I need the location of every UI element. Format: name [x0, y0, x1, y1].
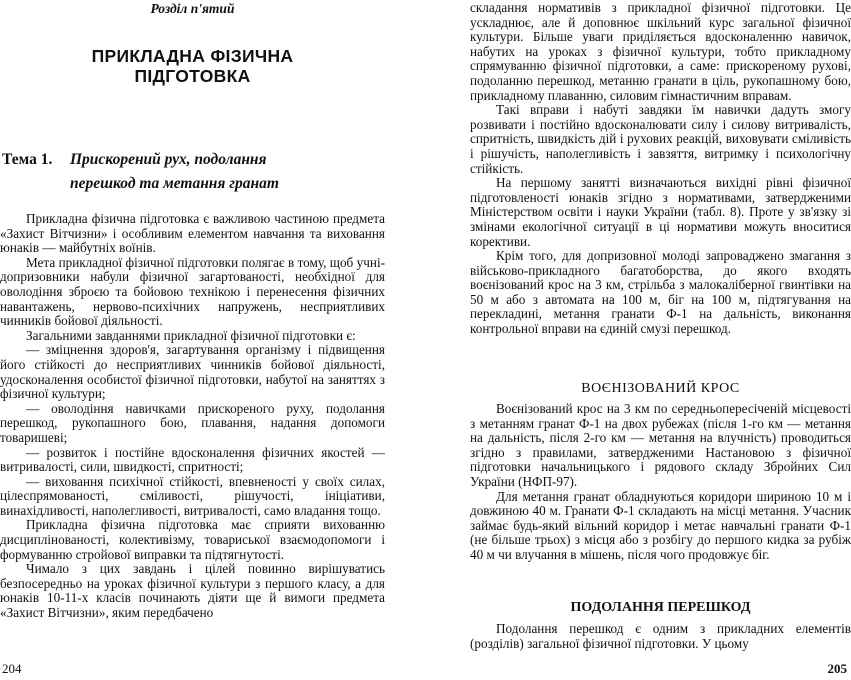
- paragraph: Прикладна фізична підготовка має сприяти вихованню дисциплінованості, колективізму, товариської взаємодопомоги і формуванню стройової виправки та підтягнутості.: [0, 517, 385, 562]
- topic-title-line1: Прискорений рух, подолання: [70, 151, 267, 168]
- topic-heading: [2, 148, 385, 196]
- subheading-cross: ВОЄНІЗОВАНИЙ КРОС: [581, 381, 740, 396]
- list-item: — зміцнення здоров'я, загартування організму і підвищення його стійкості до несприятливих чинників бойової діяльності, удосконалення особистої фізичної підготовки, набутої на заняттях з фізичної культури;: [0, 342, 385, 402]
- subheading-obstacles: ПОДОЛАННЯ ПЕРЕШКОД: [570, 600, 751, 615]
- paragraph: Прикладна фізична підготовка є важливою частиною предмета «Захист Вітчизни» і особливим елементом навчання та виховання юнаків — майбутніх воїнів.: [0, 211, 385, 256]
- paragraph: Такі вправи і набуті завдяки їм навички дадуть змогу розвивати і постійно вдосконалювати силу і силову витривалість, спритність, швидкість дій і рухових реакцій, виховувати сміливість і рішучість, наполегливість і завзяття, витримку і психологічну стійкість.: [470, 102, 851, 176]
- right-body-text: [470, 1, 851, 337]
- left-body-text: [0, 212, 385, 621]
- left-page: [0, 0, 385, 680]
- list-item: — оволодіння навичками прискореного руху, подолання перешкод, рукопашного бою, плавання, надання допомоги товаришеві;: [0, 400, 385, 445]
- paragraph: складання нормативів з прикладної фізичної підготовки. Це ускладнює, але й доповнює шкільний курс загальної фізичної культури. Більше уваги приділяється вдосконаленню навичок, набутих на уроках з фізичної культури, тобто прикладному спрямуванню фізичної підготовки, а саме: прискореному рухові, подоланню перешкод, метанню гранати в ціль, рукопашному бою, прикладному плаванню, силовим гімнастичним вправам.: [470, 0, 851, 103]
- paragraph: Мета прикладної фізичної підготовки полягає в тому, щоб учні-допризовники набули фізичної загартованості, необхідної для оволодіння зброєю та бойовою технікою і перенесення фізичних навантажень, нервово-психічних напружень, несприятливих чинників бойової діяльності.: [0, 254, 385, 329]
- paragraph: Загальними завданнями прикладної фізичної підготовки є:: [26, 327, 356, 343]
- paragraph: Воєнізований крос на 3 км по середньопересіченій місцевості з метанням гранат Ф-1 на двох рубежах (після 1-го км — метання на дальність, після 2-го км — метання на влучність) проводиться згідно з правилами, затвердженими Настановою з фізичної підготовки начальницького і рядового складу Збройних Сил України (НФП-97).: [470, 401, 851, 489]
- right-page: [470, 0, 851, 680]
- chapter-title: [0, 46, 385, 86]
- section-header: Розділ п'ятий: [150, 1, 235, 16]
- chapter-title-line2: ПІДГОТОВКА: [134, 66, 251, 86]
- topic-title-line2: перешкод та метання гранат: [70, 175, 279, 192]
- chapter-title-line1: ПРИКЛАДНА ФІЗИЧНА: [91, 46, 294, 66]
- list-item: — розвиток і постійне вдосконалення фізичних якостей — витривалості, сили, швидкості, спритності;: [0, 444, 385, 475]
- page-number-left: 204: [2, 661, 22, 676]
- topic-number: Тема 1.: [2, 151, 53, 168]
- list-item: — виховання психічної стійкості, впевненості у своїх силах, цілеспрямованості, сміливості, рішучості, ініціативи, винахідливості, наполегливості, витривалості, само владання тощо.: [0, 473, 385, 518]
- obstacles-section-text: [470, 622, 851, 651]
- paragraph: Для метання гранат обладнуються коридори шириною 10 м і довжиною 40 м. Гранати Ф-1 складають на місці метання. Учасник займає будь-який вільний коридор і метає навчальні гранати Ф-1 (не більше трьох) з місця або з розбігу до першого кидка за рубіж 40 м чи влучання в мішень, після чого продовжує біг.: [470, 488, 851, 562]
- paragraph: На першому занятті визначаються вихідні рівні фізичної підготовленості юнаків згідно з нормативами, затвердженими Міністерством освіти і науки України (табл. 8). Проте у зв'язку зі змінами екологічної ситуації в ці нормативи можуть вноситися корективи.: [470, 175, 851, 249]
- paragraph: Крім того, для допризовної молоді запроваджено змагання з військово-прикладного багатоборства, до якого входять воєнізований крос на 3 км, стрільба з малокаліберної гвинтівки на 50 м або з автомата на 100 м, біг на 100 м, підтягування на перекладині, метання гранати Ф-1 на дальність, виконання контрольної вправи на єдиній смузі перешкод.: [470, 248, 851, 337]
- cross-section-text: [470, 402, 851, 563]
- paragraph: Чимало з цих завдань і цілей повинно вирішуватись безпосередньо на уроках фізичної культури з першого класу, а для юнаків 10-11-х класів починають діяти ще й вимоги предмета «Захист Вітчизни», яким передбачено: [0, 561, 385, 621]
- page-number-right: 205: [827, 661, 847, 676]
- paragraph: Подолання перешкод є одним з прикладних елементів (розділів) загальної фізичної підготовки. У цьому: [470, 621, 851, 651]
